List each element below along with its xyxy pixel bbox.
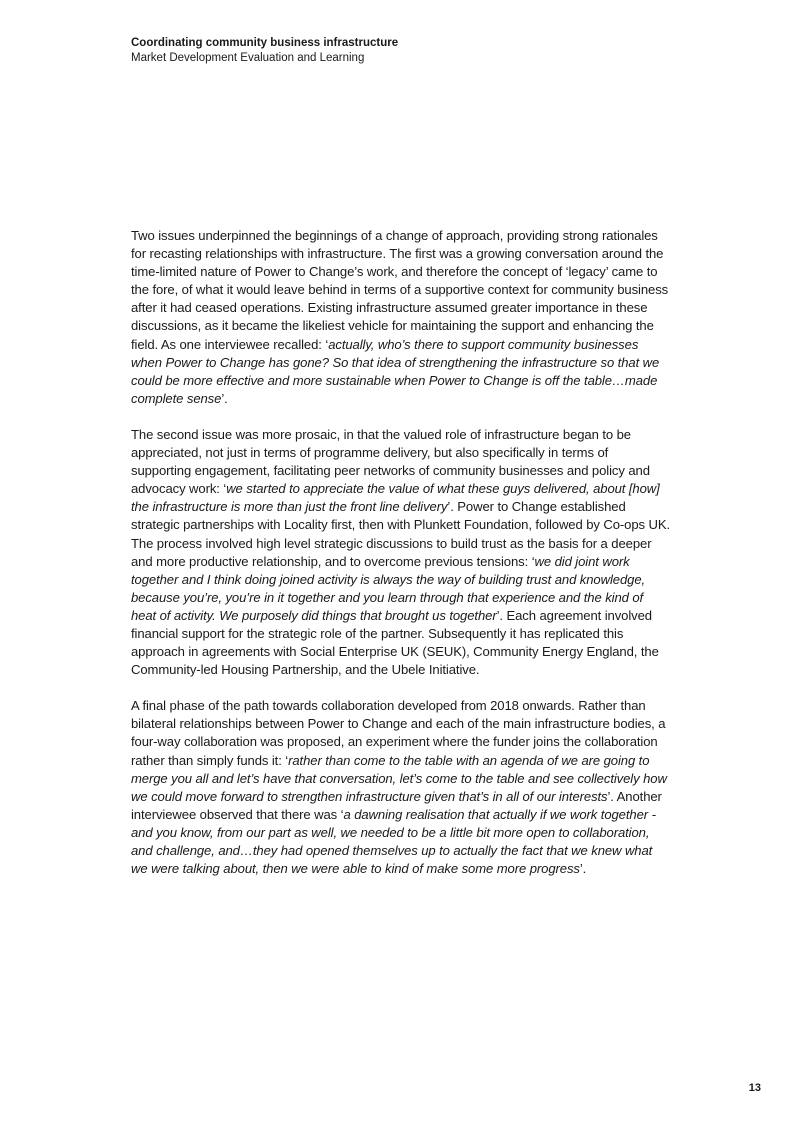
paragraph-3: [131, 697, 671, 878]
page-number: 13: [748, 1082, 761, 1094]
quote-run: we started to appreciate the value of what these guys delivered, about [how] the infrastructure is more than just the front line delivery: [131, 481, 660, 515]
quote-run: rather than come to the table with an agenda of we are going to merge you all and let’s have that conversation, let’s come to the table and see collectively how we could move forward to strengthen infrastructure given that’s in all of our interests: [131, 752, 667, 804]
paragraph-1: [131, 227, 671, 408]
document-title: Coordinating community business infrastructure: [131, 37, 399, 49]
paragraph-2: [131, 426, 671, 679]
text-run: A final phase of the path towards collaboration developed from 2018 onwards. Rather than bilateral relationships between Power to Change and each of the main infrastructure bodies, a four-way collaboration was proposed, an experiment where the funder joins the collaboration rather than simply funds it: ‘: [131, 698, 666, 768]
text-run: The second issue was more prosaic, in that the valued role of infrastructure began to be appreciated, not just in terms of programme delivery, but also specifically in terms of supporting engagement, facilitating peer networks of community businesses and policy and advocacy work: ‘: [131, 426, 650, 497]
text-run: ’.: [221, 390, 228, 406]
text-run: ’. Power to Change established strategic partnerships with Locality first, then with Plunkett Foundation, followed by Co-ops UK. The process involved high level strategic discussions to build trust as the basis for a deeper and more productive relationship, and to overcome previous tensions: ‘: [131, 499, 671, 569]
document-subtitle: Market Development Evaluation and Learning: [131, 52, 365, 64]
text-run: ’.: [579, 861, 587, 877]
text-run: ’. Another interviewee observed that there was ‘: [131, 788, 662, 822]
quote-run: a dawning realisation that actually if we work together - and you know, from our part as well, we needed to be a little bit more open to collaboration, and challenge, and…they had opened themselves up to actually the fact that we knew what we were talking about, then we were able to kind of make some more progress: [131, 806, 656, 877]
text-run: Two issues underpinned the beginnings of a change of approach, providing strong rationales for recasting relationships with infrastructure. The first was a growing conversation around the time-limited nature of Power to Change’s work, and therefore the concept of ‘legacy’ came to the fore, of what it would leave behind in terms of a supportive context for community business after it had ceased operations. Existing infrastructure assumed greater importance in these discussions, as it became the likeliest vehicle for maintaining the support and enhancing the field. As one interviewee recalled: ‘: [131, 228, 669, 352]
text-run: ’. Each agreement involved financial support for the strategic role of the partner. Subsequently it has replicated this approach in agreements with Social Enterprise UK (SEUK), Community Energy England, the Community-led Housing Partnership, and the Ubele Initiative.: [131, 607, 659, 678]
running-header: [131, 36, 398, 66]
quote-run: we did joint work together and I think doing joined activity is always the way of building trust and knowledge, because you’re, you’re in it together and you learn through that experience and the kind of heat of activity. We purposely did things that brought us together: [131, 553, 646, 623]
body-text: [131, 227, 671, 896]
quote-run: actually, who’s there to support community businesses when Power to Change has gone? So that idea of strengthening the infrastructure so that we could be more effective and more sustainable when Power to Change is off the table…made complete sense: [131, 336, 660, 406]
